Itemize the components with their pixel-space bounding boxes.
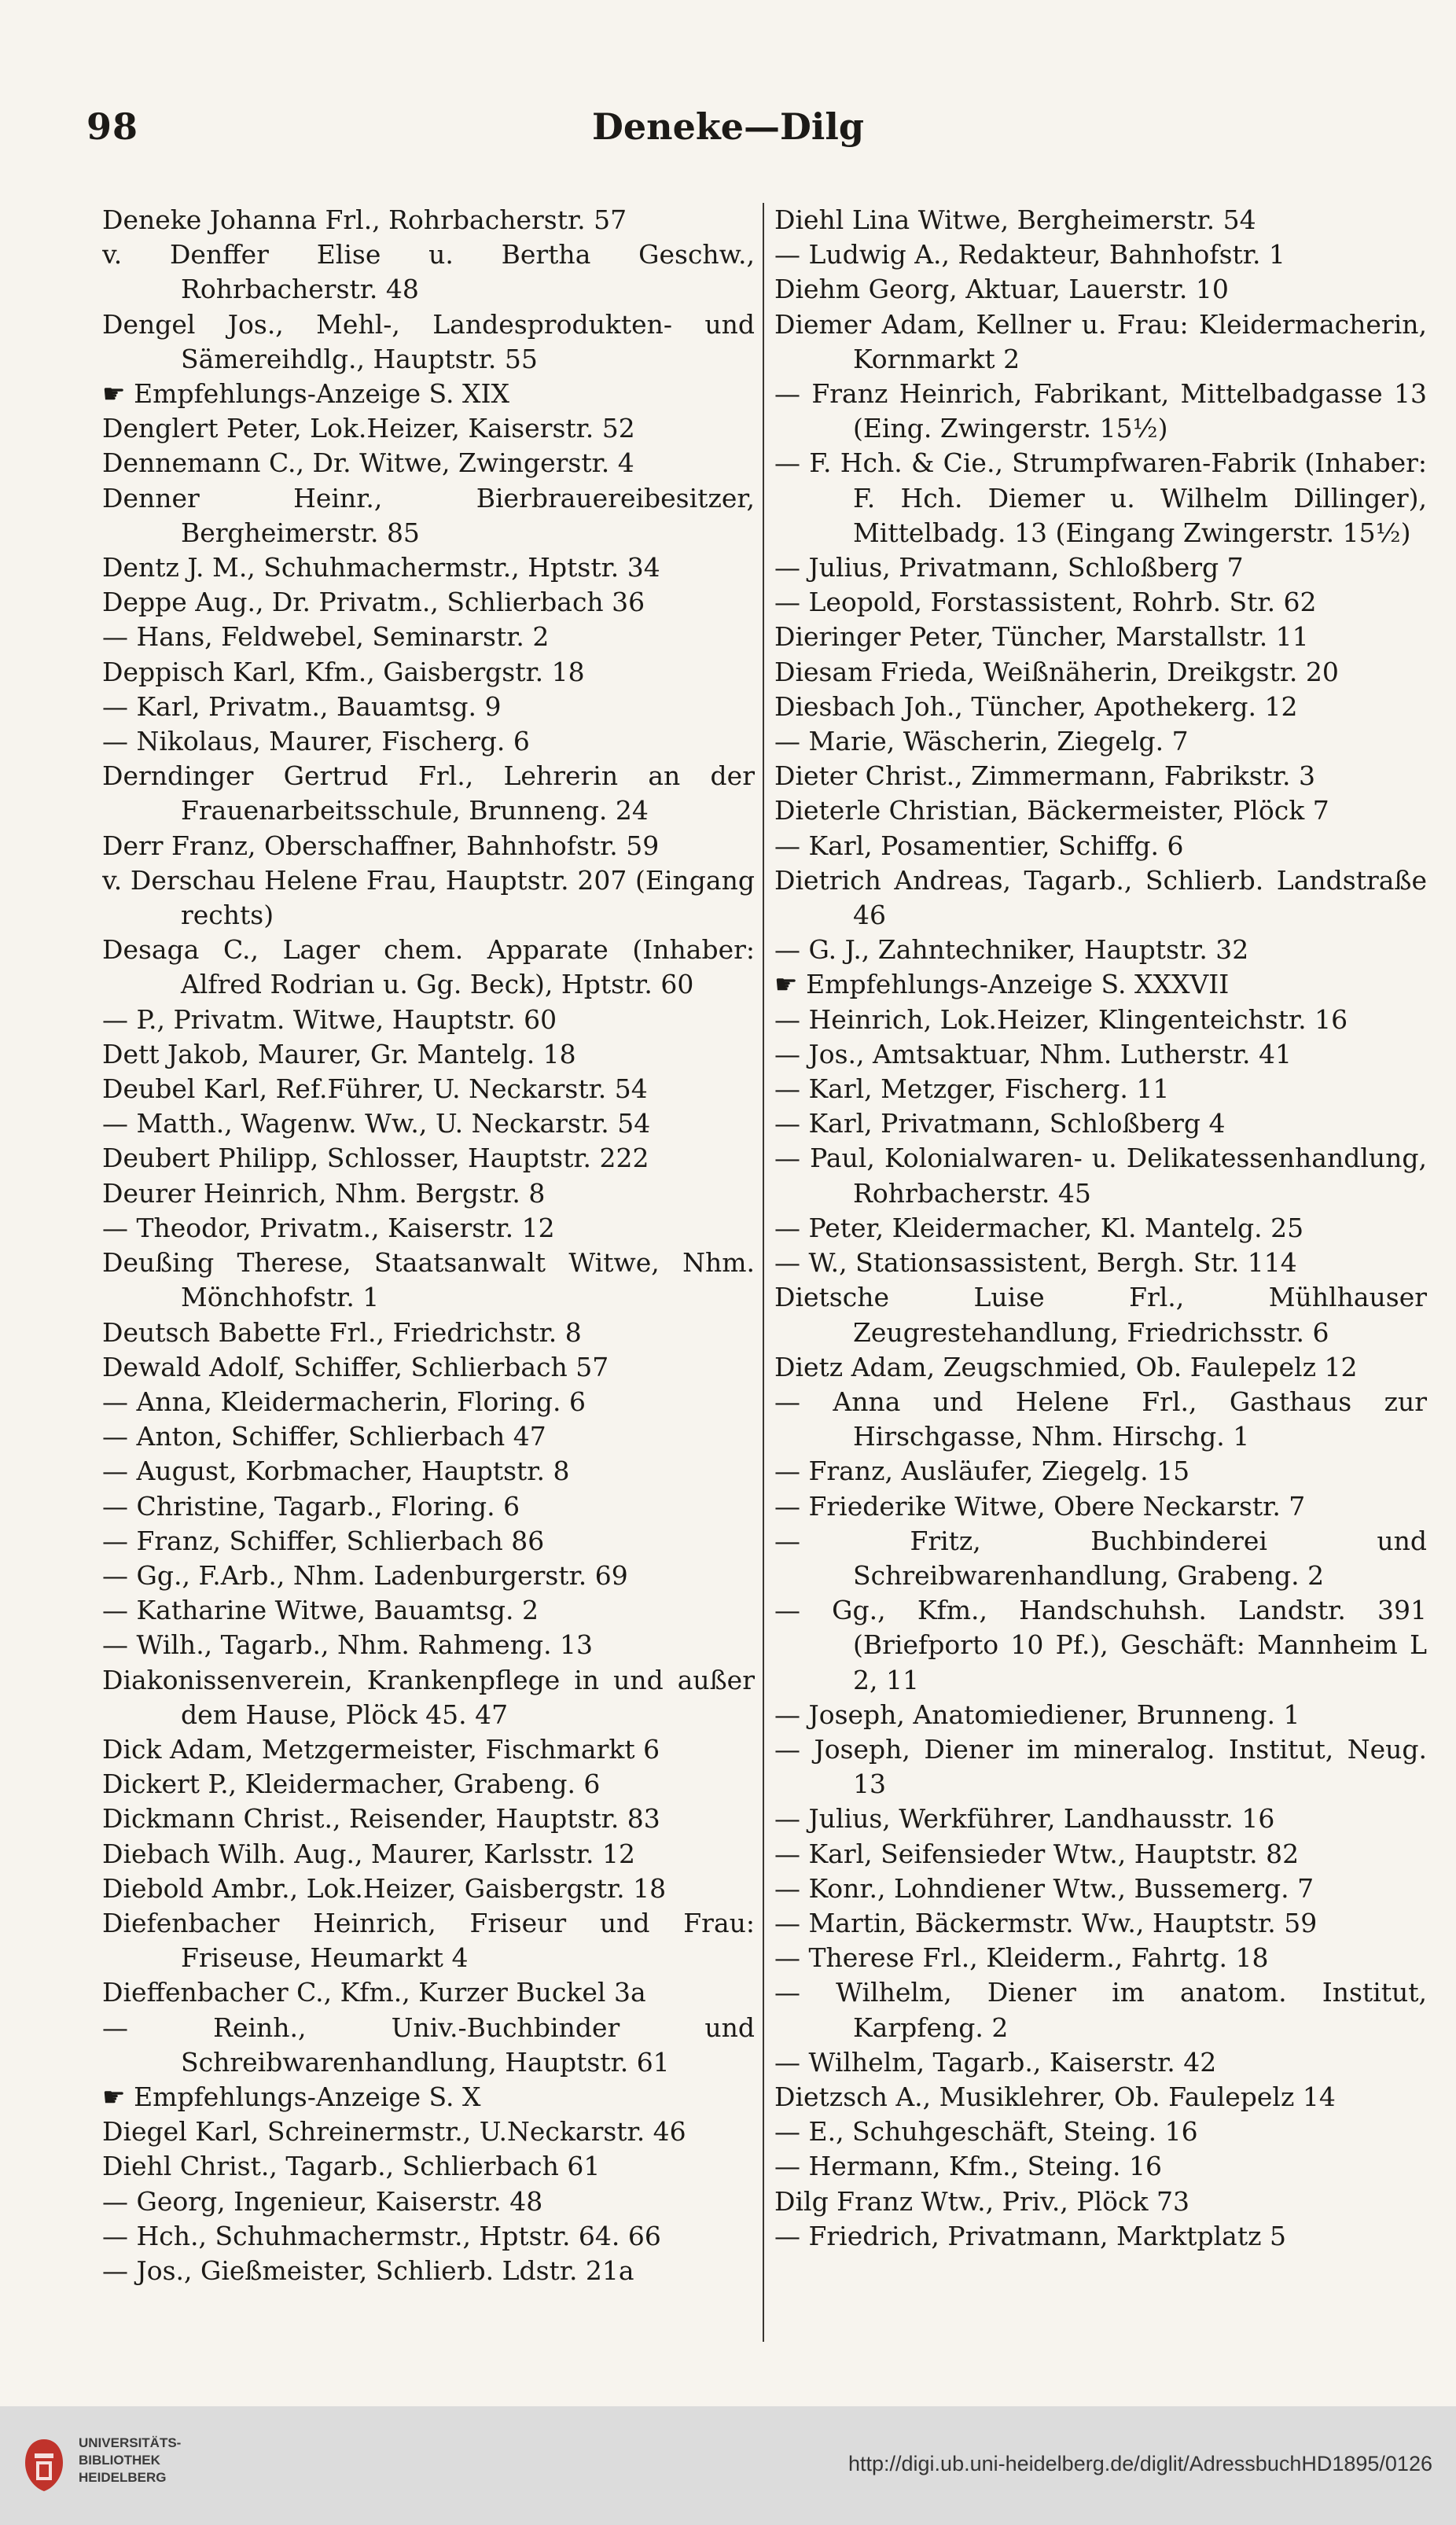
directory-entry: Dentz J. M., Schuhmachermstr., Hptstr. 34 bbox=[102, 552, 660, 583]
directory-entry: — Heinrich, Lok.Heizer, Klingenteichstr. 16 bbox=[774, 1003, 1348, 1035]
library-name-line1: UNIVERSITÄTS- bbox=[79, 2435, 182, 2450]
directory-entry: — Theodor, Privatm., Kaiserstr. 12 bbox=[102, 1212, 555, 1243]
directory-entry: — Christine, Tagarb., Floring. 6 bbox=[102, 1490, 520, 1522]
directory-entry: Diesam Frieda, Weißnäherin, Dreikgstr. 20 bbox=[774, 656, 1339, 687]
directory-entry: v. Denffer Elise u. Bertha Geschw., Rohrbacherstr. 48 bbox=[102, 239, 755, 305]
directory-entry: — Leopold, Forstassistent, Rohrb. Str. 62 bbox=[774, 587, 1317, 618]
directory-entry: — W., Stationsassistent, Bergh. Str. 114 bbox=[774, 1247, 1297, 1279]
source-url-link[interactable]: http://digi.ub.uni-heidelberg.de/diglit/AdressbuchHD1895/0126 bbox=[847, 2452, 1432, 2475]
directory-entry: — Ludwig A., Redakteur, Bahnhofstr. 1 bbox=[774, 239, 1285, 271]
footer-bar bbox=[0, 2406, 1456, 2525]
directory-entry: Dickmann Christ., Reisender, Hauptstr. 83 bbox=[102, 1803, 660, 1835]
directory-entry: — Gg., F.Arb., Nhm. Ladenburgerstr. 69 bbox=[102, 1559, 628, 1591]
directory-entry: Deurer Heinrich, Nhm. Bergstr. 8 bbox=[102, 1177, 546, 1209]
directory-entry: — Julius, Privatmann, Schloßberg 7 bbox=[774, 552, 1244, 583]
directory-entry: — G. J., Zahntechniker, Hauptstr. 32 bbox=[774, 934, 1249, 966]
directory-entry: Dennemann C., Dr. Witwe, Zwingerstr. 4 bbox=[102, 447, 634, 479]
directory-entry: Dietrich Andreas, Tagarb., Schlierb. Landstraße 46 bbox=[774, 864, 1427, 931]
directory-entry: — Jos., Amtsaktuar, Nhm. Lutherstr. 41 bbox=[774, 1038, 1292, 1069]
directory-entry: Diefenbacher Heinrich, Friseur und Frau: Friseuse, Heumarkt 4 bbox=[102, 1907, 755, 1974]
directory-entry: Derr Franz, Oberschaffner, Bahnhofstr. 59 bbox=[102, 830, 660, 861]
directory-entry: — Anton, Schiffer, Schlierbach 47 bbox=[102, 1421, 546, 1452]
directory-entry: — August, Korbmacher, Hauptstr. 8 bbox=[102, 1456, 570, 1487]
directory-entry: Deutsch Babette Frl., Friedrichstr. 8 bbox=[102, 1316, 582, 1348]
directory-entry: — Karl, Privatm., Bauamtsg. 9 bbox=[102, 690, 502, 722]
directory-entry: Diehl Christ., Tagarb., Schlierbach 61 bbox=[102, 2151, 601, 2182]
directory-entry: — Paul, Kolonialwaren- u. Delikatessenhandlung, Rohrbacherstr. 45 bbox=[774, 1143, 1427, 1209]
directory-entry: — Katharine Witwe, Bauamtsg. 2 bbox=[102, 1595, 539, 1626]
directory-entry: ☛ Empfehlungs-Anzeige S. XIX bbox=[102, 378, 509, 410]
directory-entry: — Wilh., Tagarb., Nhm. Rahmeng. 13 bbox=[102, 1629, 594, 1661]
directory-entry: — Karl, Privatmann, Schloßberg 4 bbox=[774, 1108, 1226, 1139]
right-column bbox=[774, 203, 1427, 2342]
directory-entry: Dett Jakob, Maurer, Gr. Mantelg. 18 bbox=[102, 1038, 576, 1069]
directory-entry: Dickert P., Kleidermacher, Grabeng. 6 bbox=[102, 1769, 601, 1800]
directory-entry: Deppisch Karl, Kfm., Gaisbergstr. 18 bbox=[102, 656, 585, 687]
directory-entry: — F. Hch. & Cie., Strumpfwaren-Fabrik (Inhaber: F. Hch. Diemer u. Wilhelm Dillinger), Mittelbadg. 13 (Eingang Zwingerstr. 15½) bbox=[774, 447, 1427, 548]
directory-entry: Desaga C., Lager chem. Apparate (Inhaber: Alfred Rodrian u. Gg. Beck), Hptstr. 60 bbox=[102, 934, 755, 1000]
directory-entry: Diegel Karl, Schreinermstr., U.Neckarstr. 46 bbox=[102, 2116, 686, 2148]
directory-entry: Deußing Therese, Staatsanwalt Witwe, Nhm. Mönchhofstr. 1 bbox=[102, 1247, 755, 1313]
directory-entry: Dewald Adolf, Schiffer, Schlierbach 57 bbox=[102, 1351, 609, 1382]
directory-entry: Deubert Philipp, Schlosser, Hauptstr. 222 bbox=[102, 1143, 649, 1174]
directory-entry: Denglert Peter, Lok.Heizer, Kaiserstr. 52 bbox=[102, 413, 635, 444]
directory-entry: — Peter, Kleidermacher, Kl. Mantelg. 25 bbox=[774, 1212, 1304, 1243]
directory-entry: — Karl, Posamentier, Schiffg. 6 bbox=[774, 830, 1184, 861]
directory-entry: Dieterle Christian, Bäckermeister, Plöck 7 bbox=[774, 795, 1329, 826]
left-column bbox=[102, 203, 755, 2342]
directory-entry: — Matth., Wagenw. Ww., U. Neckarstr. 54 bbox=[102, 1108, 651, 1139]
directory-entry: — Nikolaus, Maurer, Fischerg. 6 bbox=[102, 726, 530, 757]
directory-entry: — Fritz, Buchbinderei und Schreibwarenhandlung, Grabeng. 2 bbox=[774, 1525, 1427, 1591]
directory-entry: — Franz Heinrich, Fabrikant, Mittelbadgasse 13 (Eing. Zwingerstr. 15½) bbox=[774, 378, 1427, 444]
directory-entry: — Anna, Kleidermacherin, Floring. 6 bbox=[102, 1386, 586, 1417]
library-name-line2: BIBLIOTHEK bbox=[79, 2453, 160, 2468]
directory-entry: Diebold Ambr., Lok.Heizer, Gaisbergstr. 18 bbox=[102, 1872, 667, 1904]
directory-entry: Dick Adam, Metzgermeister, Fischmarkt 6 bbox=[102, 1733, 660, 1765]
directory-entry: — Gg., Kfm., Handschuhsh. Landstr. 391 (Briefporto 10 Pf.), Geschäft: Mannheim L 2, 11 bbox=[774, 1595, 1427, 1695]
directory-entry: Diehm Georg, Aktuar, Lauerstr. 10 bbox=[774, 274, 1229, 305]
directory-entry: — Friedrich, Privatmann, Marktplatz 5 bbox=[774, 2220, 1286, 2251]
directory-entry: Deubel Karl, Ref.Führer, U. Neckarstr. 54 bbox=[102, 1073, 648, 1105]
directory-entry: — Therese Frl., Kleiderm., Fahrtg. 18 bbox=[774, 1942, 1269, 1974]
directory-entry: — P., Privatm. Witwe, Hauptstr. 60 bbox=[102, 1003, 557, 1035]
page-number: 98 bbox=[86, 105, 139, 148]
directory-entry: Dietz Adam, Zeugschmied, Ob. Faulepelz 12 bbox=[774, 1351, 1358, 1382]
directory-entry: Dietzsch A., Musiklehrer, Ob. Faulepelz 14 bbox=[774, 2081, 1336, 2112]
directory-entry: — Karl, Metzger, Fischerg. 11 bbox=[774, 1073, 1170, 1105]
directory-entry: — Konr., Lohndiener Wtw., Bussemerg. 7 bbox=[774, 1872, 1314, 1904]
directory-entry: Denner Heinr., Bierbrauereibesitzer, Bergheimerstr. 85 bbox=[102, 482, 755, 548]
directory-entry: — Georg, Ingenieur, Kaiserstr. 48 bbox=[102, 2185, 543, 2217]
directory-entry: — Franz, Ausläufer, Ziegelg. 15 bbox=[774, 1456, 1190, 1487]
directory-entry: — Reinh., Univ.-Buchbinder und Schreibwarenhandlung, Hauptstr. 61 bbox=[102, 2012, 755, 2078]
directory-entry: — Martin, Bäckermstr. Ww., Hauptstr. 59 bbox=[774, 1907, 1318, 1938]
library-logo-icon bbox=[20, 2436, 68, 2494]
directory-entry: Dengel Jos., Mehl-, Landesprodukten- und Sämereihdlg., Hauptstr. 55 bbox=[102, 308, 755, 374]
directory-entry: Diehl Lina Witwe, Bergheimerstr. 54 bbox=[774, 204, 1256, 235]
directory-entry: Dieter Christ., Zimmermann, Fabrikstr. 3 bbox=[774, 760, 1316, 792]
directory-entry: — Hans, Feldwebel, Seminarstr. 2 bbox=[102, 621, 550, 653]
directory-entry: — Wilhelm, Tagarb., Kaiserstr. 42 bbox=[774, 2046, 1217, 2078]
directory-entry: — Franz, Schiffer, Schlierbach 86 bbox=[102, 1525, 545, 1556]
directory-entry: Dietsche Luise Frl., Mühlhauser Zeugrestehandlung, Friedrichsstr. 6 bbox=[774, 1282, 1427, 1348]
directory-entry: — Jos., Gießmeister, Schlierb. Ldstr. 21a bbox=[102, 2254, 634, 2286]
directory-entry: Derndinger Gertrud Frl., Lehrerin an der Frauenarbeitsschule, Brunneng. 24 bbox=[102, 760, 755, 826]
column-divider bbox=[763, 203, 764, 2342]
directory-entry: ☛ Empfehlungs-Anzeige S. X bbox=[102, 2081, 481, 2112]
directory-entry: — Marie, Wäscherin, Ziegelg. 7 bbox=[774, 726, 1189, 757]
directory-entry: Dilg Franz Wtw., Priv., Plöck 73 bbox=[774, 2185, 1189, 2217]
directory-entry: — E., Schuhgeschäft, Steing. 16 bbox=[774, 2116, 1198, 2148]
directory-entry: ☛ Empfehlungs-Anzeige S. XXXVII bbox=[774, 969, 1230, 1000]
directory-entry: Diebach Wilh. Aug., Maurer, Karlsstr. 12 bbox=[102, 1838, 635, 1869]
running-head: Deneke—Dilg bbox=[591, 105, 864, 148]
directory-entry: Diakonissenverein, Krankenpflege in und außer dem Hause, Plöck 45. 47 bbox=[102, 1664, 755, 1730]
directory-entry: Dieringer Peter, Tüncher, Marstallstr. 11 bbox=[774, 621, 1309, 653]
directory-entry: Deppe Aug., Dr. Privatm., Schlierbach 36 bbox=[102, 587, 645, 618]
directory-entry: Deneke Johanna Frl., Rohrbacherstr. 57 bbox=[102, 204, 627, 235]
directory-entry: — Joseph, Anatomiediener, Brunneng. 1 bbox=[774, 1699, 1300, 1730]
directory-entry: — Wilhelm, Diener im anatom. Institut, Karpfeng. 2 bbox=[774, 1977, 1427, 2043]
library-name-line3: HEIDELBERG bbox=[79, 2470, 167, 2485]
directory-entry: Dieffenbacher C., Kfm., Kurzer Buckel 3a bbox=[102, 1977, 646, 2008]
directory-entry: Diesbach Joh., Tüncher, Apothekerg. 12 bbox=[774, 690, 1298, 722]
directory-entry: v. Derschau Helene Frau, Hauptstr. 207 (Eingang rechts) bbox=[102, 864, 755, 931]
directory-entry: — Karl, Seifensieder Wtw., Hauptstr. 82 bbox=[774, 1838, 1300, 1869]
directory-entry: — Friederike Witwe, Obere Neckarstr. 7 bbox=[774, 1490, 1306, 1522]
directory-entry: — Anna und Helene Frl., Gasthaus zur Hirschgasse, Nhm. Hirschg. 1 bbox=[774, 1386, 1427, 1452]
directory-entry: — Hermann, Kfm., Steing. 16 bbox=[774, 2151, 1162, 2182]
directory-entry: Diemer Adam, Kellner u. Frau: Kleidermacherin, Kornmarkt 2 bbox=[774, 308, 1427, 374]
directory-entry: — Joseph, Diener im mineralog. Institut, Neug. 13 bbox=[774, 1733, 1427, 1800]
library-name bbox=[79, 2435, 181, 2486]
directory-entry: — Julius, Werkführer, Landhausstr. 16 bbox=[774, 1803, 1275, 1835]
directory-entry: — Hch., Schuhmachermstr., Hptstr. 64. 66 bbox=[102, 2220, 661, 2251]
